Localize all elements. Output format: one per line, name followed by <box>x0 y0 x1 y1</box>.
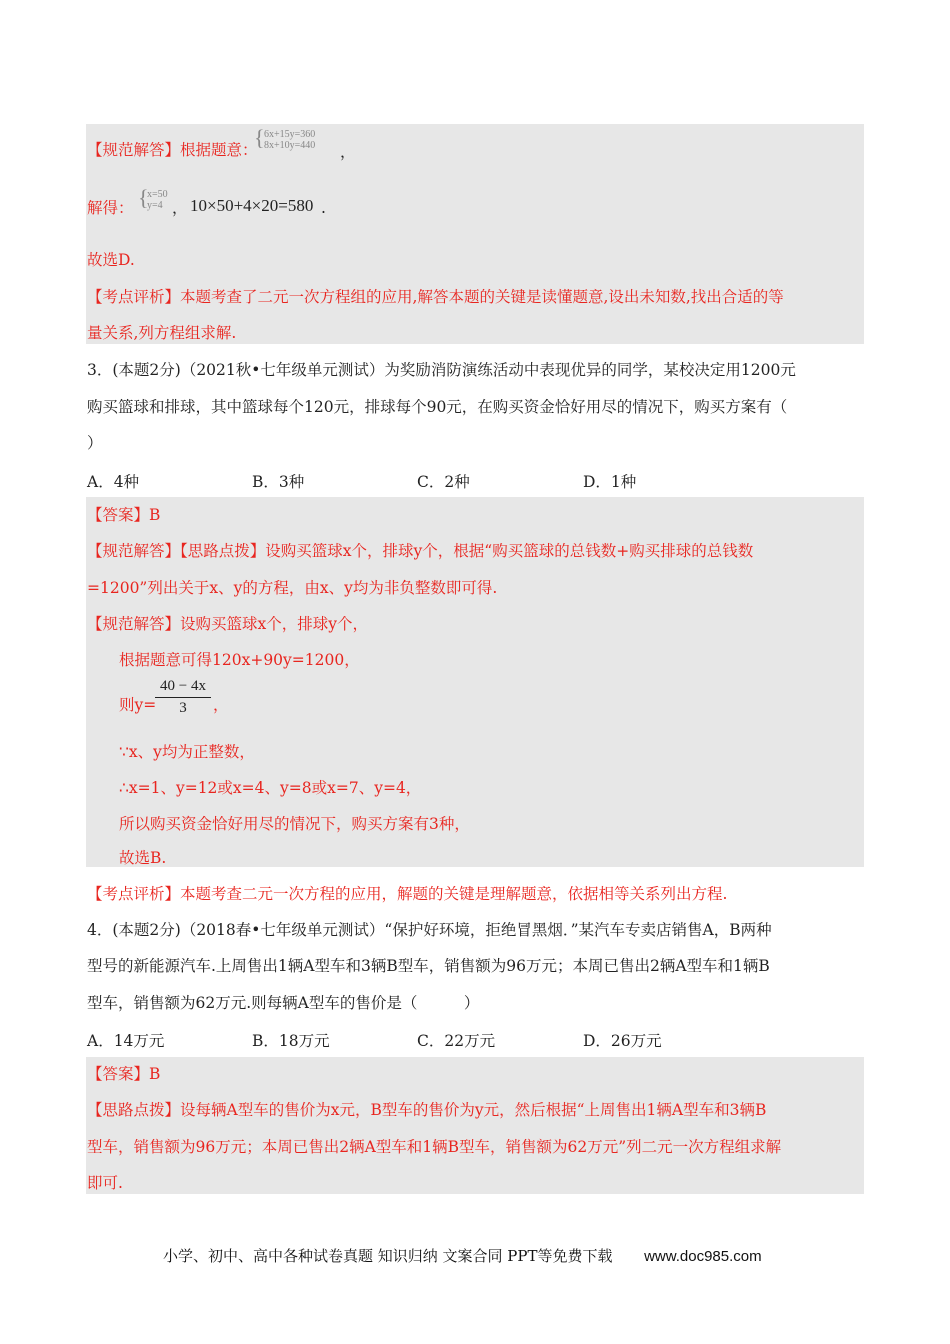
analysis-text: 本题考查了二元一次方程组的应用,解答本题的关键是读懂题意,设出未知数,找出合适的等 <box>180 288 784 306</box>
q3-step-3: ∵x、y均为正整数， <box>119 743 255 761</box>
q4-answer-line <box>87 1064 160 1084</box>
q3-fraction <box>155 678 211 717</box>
brace-icon: { <box>138 185 149 210</box>
q3-hint-line-2: =1200”列出关于x、y的方程，由x、y均为非负整数即可得. <box>87 579 498 597</box>
calculation: 10×50+4×20=580 <box>190 196 314 215</box>
comma: ， <box>172 199 188 217</box>
q2-analysis-line-1 <box>87 287 784 307</box>
answer-tag: 【答案】 <box>87 506 150 524</box>
fraction-bar <box>155 697 211 698</box>
q3-answer-line <box>87 505 160 525</box>
q2-solution-line <box>87 140 258 160</box>
q4-stem-line-1: 4．(本题2分)（2018春•七年级单元测试）“保护好环境，拒绝冒黑烟．”某汽车专卖店销售A，B两种 <box>87 921 772 939</box>
q3-step-1: 根据题意可得120x+90y=1200， <box>119 651 360 669</box>
q3-stem-line-1: 3．(本题2分)（2021秋•七年级单元测试）为奖励消防演练活动中表现优异的同学，某校决定用1200元 <box>87 361 796 379</box>
q3-step-5: 所以购买资金恰好用尽的情况下，购买方案有3种， <box>119 815 470 833</box>
equation-2: 8x+10y=440 <box>264 140 316 151</box>
q3-solution-line <box>87 614 368 634</box>
q3-stem-line-3: ） <box>87 434 103 452</box>
analysis-tag: 【考点评析】 <box>87 288 181 306</box>
hint-tag: 【思路点拨】 <box>180 542 266 560</box>
q4-option-b[interactable]: B．18万元 <box>252 1032 330 1050</box>
fraction-numerator: 40 − 4x <box>160 678 206 694</box>
answer-tag: 【答案】 <box>87 1065 150 1083</box>
hint-tag: 【思路点拨】 <box>87 1101 181 1119</box>
solution-x: x=50 <box>147 189 168 200</box>
q2-analysis-line-2: 量关系,列方程组求解. <box>87 324 237 342</box>
footer <box>163 1245 762 1266</box>
q3-step-4: ∴x=1、y=12或x=4、y=8或x=7、y=4， <box>119 779 422 797</box>
q3-hint-line-1 <box>87 541 753 561</box>
solution-text: 根据题意： <box>180 141 258 159</box>
q4-hint-line-3: 即可. <box>87 1174 123 1192</box>
fraction-denominator: 3 <box>179 700 187 716</box>
q3-option-d[interactable]: D．1种 <box>583 473 637 491</box>
solution-text: 设购买篮球x个，排球y个， <box>180 615 369 633</box>
answer-value: B <box>149 1065 161 1083</box>
q3-option-c[interactable]: C．2种 <box>417 473 470 491</box>
q3-option-b[interactable]: B．3种 <box>252 473 305 491</box>
q4-hint-line-2: 型车，销售额为96万元；本周已售出2辆A型车和1辆B型车，销售额为62万元”列二元一次方程组求解 <box>87 1138 782 1156</box>
q4-option-d[interactable]: D．26万元 <box>583 1032 662 1050</box>
equation-1: 6x+15y=360 <box>264 129 316 140</box>
q4-option-c[interactable]: C．22万元 <box>417 1032 496 1050</box>
analysis-tag: 【考点评析】 <box>87 885 181 903</box>
q4-answer-block <box>86 1057 864 1194</box>
q4-stem-line-2: 型号的新能源汽车.上周售出1辆A型车和3辆B型车，销售额为96万元；本周已售出2辆A型车和1辆B <box>87 957 770 975</box>
q3-stem-line-2: 购买篮球和排球，其中篮球每个120元，排球每个90元，在购买资金恰好用尽的情况下，购买方案有（ <box>87 398 788 416</box>
comma: ， <box>340 143 356 161</box>
q3-analysis-line <box>87 884 727 904</box>
solution-tag: 【规范解答】 <box>87 141 181 159</box>
q3-step-2-prefix: 则y= <box>119 696 157 714</box>
solution-tag: 【规范解答】 <box>87 542 181 560</box>
q4-hint-line-1 <box>87 1100 766 1120</box>
solve-label: 解得： <box>87 199 134 217</box>
answer-value: B <box>149 506 161 524</box>
q4-stem-line-3: 型车，销售额为62万元.则每辆A型车的售价是（ ） <box>87 994 480 1012</box>
q3-option-a[interactable]: A．4种 <box>87 473 140 491</box>
period: . <box>321 199 326 217</box>
footer-text: 小学、初中、高中各种试卷真题 知识归纳 文案合同 PPT等免费下载 <box>163 1247 613 1265</box>
brace-icon: { <box>254 125 265 150</box>
q3-step-6: 故选B. <box>119 849 167 867</box>
solution-y: y=4 <box>147 200 163 211</box>
analysis-text: 本题考查二元一次方程的应用，解题的关键是理解题意，依据相等关系列出方程. <box>180 885 728 903</box>
hint-text: 设每辆A型车的售价为x元，B型车的售价为y元，然后根据“上周售出1辆A型车和3辆B <box>180 1101 767 1119</box>
solution-tag: 【规范解答】 <box>87 615 181 633</box>
footer-site-link[interactable]: www.doc985.com <box>644 1248 762 1265</box>
q3-step-2-suffix: ， <box>213 696 229 714</box>
hint-text: 设购买篮球x个，排球y个，根据“购买篮球的总钱数+购买排球的总钱数 <box>265 542 754 560</box>
q4-option-a[interactable]: A．14万元 <box>87 1032 165 1050</box>
q2-choose: 故选D. <box>87 251 135 269</box>
